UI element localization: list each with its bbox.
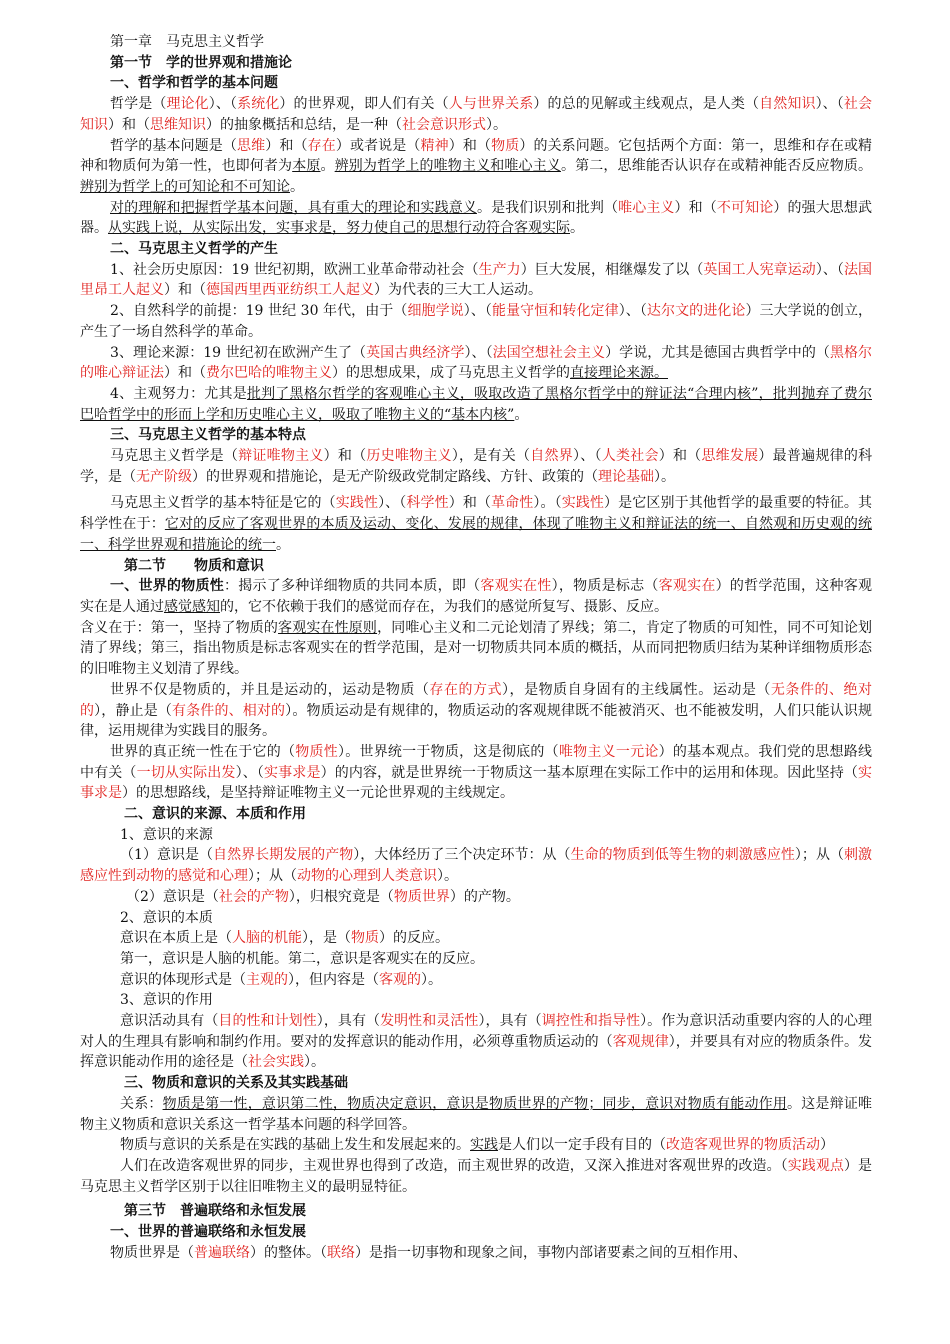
paragraph <box>80 446 872 487</box>
text-run: 物质与意识的关系是在实践的基础上发生和发展起来的。 <box>120 1137 470 1154</box>
text-run: 第一，意识是人脑的机能。第二，意识是客观实在的反应。 <box>120 950 484 967</box>
text-run: （1）意识是（ <box>120 847 214 864</box>
answer-text: 黑格尔的唯心辩证法 <box>80 344 873 382</box>
answer-text: 达尔文的进化论 <box>646 303 746 320</box>
text-run: ）的反应。 <box>379 930 449 947</box>
text-run: ），归根究竟是（ <box>288 888 394 905</box>
answer-text: 思维 <box>237 137 266 154</box>
answer-text: 系统化 <box>237 96 280 113</box>
answer-text: 人类社会 <box>601 448 659 465</box>
text-run: ）或者说是（ <box>335 137 421 154</box>
text-run: ）是马克思主义哲学区别于以往旧唯物主义的最明显特征。 <box>80 1157 873 1195</box>
text-run: 一、世界的物质性 <box>110 578 224 595</box>
text-run: 。 <box>320 158 335 175</box>
answer-text: 德国西里西亚纺织工人起义 <box>206 282 374 299</box>
answer-text: 革命性 <box>491 495 534 512</box>
text-run: ）、（ <box>815 96 844 113</box>
subheading: 2、意识的本质 <box>120 909 213 926</box>
paragraph <box>80 94 872 135</box>
answer-text: 费尔巴哈的唯物主义 <box>206 365 332 382</box>
text-run: ）的整体。（ <box>250 1244 327 1261</box>
text-run: 意识活动具有（ <box>120 1013 219 1030</box>
answer-text: 社会意识形式 <box>402 116 486 133</box>
answer-text: 存在的方式 <box>429 681 503 698</box>
text-run: （2）意识是（ <box>126 888 219 905</box>
paragraph <box>80 928 872 949</box>
text-run: ）；从（ <box>794 847 844 864</box>
heading: 一、世界的普遍联络和永恒发展 <box>110 1224 306 1241</box>
text-run: ）。作为意识活动重要内容的人的心理对人的生理具有影响和制约作用。要对的发挥意识的能动作用，必须尊重物质运动的（ <box>80 1013 873 1050</box>
text-run: ）的总的见解或主线观点，是人类（ <box>533 96 760 113</box>
text-run: ，同唯心主义和二元论划清了界线；第二，肯定了物质的可知性，同不可知论划清了界线；第三，指出物质是标志客观实在的哲学范围，是对一切物质共同本质的概括，从而同把物质归结为某种详细物质形态的旧唯物主义划清了界线。 <box>80 619 873 678</box>
section-title: 第一节 学的世界观和措施论 <box>110 54 292 71</box>
answer-text: 客观实在性 <box>480 578 552 595</box>
text-run: 含义在于：第一，坚持了物质的 <box>80 619 279 636</box>
chapter-title: 第一章 马克思主义哲学 <box>110 34 264 50</box>
underlined-text: 感觉感知 <box>164 598 220 615</box>
subheading: 3、意识的作用 <box>120 992 213 1009</box>
text-run: ）的产物。 <box>449 888 520 905</box>
text-run: ）的世界观和措施论，是无产阶级政党制定路线、方针、政策的（ <box>192 468 598 485</box>
paragraph <box>80 1094 872 1135</box>
text-run: ）的抽象概括和总结，是一种（ <box>206 116 402 133</box>
answer-text: 英国工人宪章运动 <box>703 261 816 278</box>
text-run: ）和（ <box>658 448 702 465</box>
answer-text: 细胞学说 <box>407 303 464 320</box>
text-run: 。 <box>290 178 304 195</box>
text-run: ）的思想成果，成了马克思主义哲学的 <box>332 365 570 382</box>
text-run: ）和（ <box>164 365 206 382</box>
text-run: ）的哲学范围，这种客观实在是人通过 <box>80 578 873 615</box>
answer-text: 有条件的、相对的 <box>172 702 286 719</box>
answer-text: 存在 <box>307 137 336 154</box>
text-run: ）。 <box>654 468 675 485</box>
text-run: ），是（ <box>302 930 351 947</box>
answer-text: 辩证唯物主义 <box>238 448 324 465</box>
text-run: ）和（ <box>265 137 308 154</box>
underlined-text: 物质是第一性，意识第二性，物质决定意识，意识是物质世界的产物；同步，意识对物质有能动作用 <box>162 1095 788 1112</box>
text-run: ）、（ <box>208 96 238 113</box>
text-run: ），并要具有对应的物质条件。发挥意识能动作用的途径是（ <box>80 1033 873 1071</box>
text-run: ）。 <box>421 971 442 988</box>
paragraph <box>80 887 872 908</box>
text-run: ）、（ <box>815 261 844 278</box>
answer-text: 英国古典经济学 <box>366 344 465 361</box>
answer-text: 普遍联络 <box>194 1244 250 1261</box>
paragraph <box>80 493 872 555</box>
text-run: ）的关系问题。它包括两个方面：第一，思维和存在或精神和物质何为第一性，也即何者为 <box>80 137 873 175</box>
answer-text: 动物的心理到人类意识 <box>297 868 437 885</box>
text-run: ）是指一切事物和现象之间，事物内部诸要素之间的互相作用、 <box>355 1244 747 1261</box>
underlined-text: 批判了黑格尔哲学的客观唯心主义，吸取改造了黑格尔哲学中的辩证法“合理内核”，批判抛弃了费尔巴哈哲学中的形而上学和历史唯心主义，吸取了唯物主义的“基本内核” <box>80 385 872 423</box>
text-run: 世界不仅是物质的，并且是运动的，运动是物质（ <box>110 681 430 698</box>
text-run: 。 <box>514 406 529 423</box>
underlined-text: 对的理解和把握哲学基本问题，具有重大的理论和实践意义 <box>110 199 477 216</box>
text-run: ），是物质自身固有的主线属性。运动是（ <box>502 681 771 698</box>
answer-text: 自然知识 <box>759 96 816 113</box>
underlined-text: 客观实在性原则 <box>278 619 378 636</box>
paragraph <box>80 260 872 301</box>
heading: 三、物质和意识的关系及其实践基础 <box>124 1075 348 1092</box>
paragraph <box>80 384 872 425</box>
underlined-text: 辨别为哲学上的唯物主义和唯心主义 <box>334 158 561 175</box>
section-title: 第二节 物质和意识 <box>124 557 264 574</box>
text-run: ）和（ <box>674 199 717 216</box>
paragraph <box>80 1243 872 1264</box>
text-run: ：揭示了多种详细物质的共同本质，即（ <box>223 578 481 595</box>
answer-text: 能量守恒和转化定律 <box>492 303 619 320</box>
text-run: 物质世界是（ <box>110 1244 194 1261</box>
text-run: ）。世界统一于物质，这是彻底的（ <box>337 743 559 760</box>
answer-text: 主观的 <box>246 971 288 988</box>
text-run: ）、（ <box>618 303 647 320</box>
text-run: ）。 <box>486 116 507 133</box>
text-run: 人们在改造客观世界的同步，主观世界也得到了改造，而主观世界的改造，又深入推进对客观世界的改造。（ <box>120 1157 788 1174</box>
answer-text: 社会的产物 <box>218 888 289 905</box>
text-run: 关系： <box>120 1095 163 1112</box>
text-run: 意识的体现形式是（ <box>120 971 246 988</box>
paragraph <box>80 949 872 970</box>
answer-text: 调控性和指导性 <box>541 1013 641 1030</box>
text-run: 1、社会历史原因：19 世纪初期，欧洲工业革命带动社会（ <box>110 261 479 278</box>
answer-text: 改造客观世界的物质活动 <box>666 1137 820 1154</box>
text-run: ）和（ <box>323 448 367 465</box>
answer-text: 思维发展 <box>701 448 759 465</box>
paragraph <box>80 970 872 991</box>
text-run: 。 <box>276 536 290 553</box>
underlined-text: 从实践上说，从实际出发，实事求是，努力使自己的思想行动符合客观实际 <box>108 220 570 237</box>
answer-text: 不可知论 <box>716 199 774 216</box>
text-run: 的，它不依赖于我们的感觉而存在，为我们的感觉所复写、摄影、反应。 <box>220 598 668 615</box>
answer-text: 客观规律 <box>612 1033 669 1050</box>
heading: 二、马克思主义哲学的产生 <box>110 241 278 258</box>
answer-text: 唯心主义 <box>618 199 675 216</box>
heading: 三、马克思主义哲学的基本特点 <box>110 427 306 444</box>
paragraph <box>80 301 872 342</box>
text-run: ）。 <box>437 868 458 885</box>
text-run: ），具有（ <box>478 1013 542 1030</box>
text-run: 。 <box>570 220 584 237</box>
heading: 二、意识的来源、本质和作用 <box>124 806 306 823</box>
text-run: ）学说，尤其是德国古典哲学中的（ <box>605 344 830 361</box>
section-title: 第三节 普遍联络和永恒发展 <box>124 1203 306 1220</box>
answer-text: 理论基础 <box>598 468 654 485</box>
text-run: ）、（ <box>235 764 265 781</box>
text-run: 。第二，思维能否认识存在或精神能否反应物质。 <box>560 158 873 175</box>
paragraph <box>80 1156 872 1197</box>
answer-text: 实事求是 <box>80 764 873 802</box>
text-run: ）为代表的三大工人运动。 <box>374 282 542 299</box>
text-run: ）的基本观点。我们党的思想路线中有关（ <box>80 743 873 781</box>
paragraph <box>80 618 872 680</box>
answer-text: 实践观点 <box>787 1157 844 1174</box>
paragraph <box>80 1135 872 1156</box>
text-run: ）、（ <box>573 448 602 465</box>
answer-text: 思维知识 <box>150 116 206 133</box>
answer-text: 历史唯物主义 <box>366 448 452 465</box>
text-run: ）三大学说的创立，产生了一场自然科学的革命。 <box>80 303 873 340</box>
answer-text: 法国空想社会主义 <box>492 344 606 361</box>
subheading: 1、意识的来源 <box>120 826 213 843</box>
text-run: 马克思主义哲学的基本特征是它的（ <box>110 495 336 512</box>
answer-text: 物质 <box>351 930 379 947</box>
paragraph <box>80 1011 872 1073</box>
underlined-text: 辨别为哲学上的可知论和不可知论 <box>80 178 290 195</box>
answer-text: 发明性和灵活性 <box>380 1013 479 1030</box>
text-run: 哲学的基本问题是（ <box>110 137 238 154</box>
paragraph <box>80 198 872 239</box>
answer-text: 客观实在 <box>658 578 716 595</box>
paragraph <box>80 136 872 198</box>
text-run: ）和（ <box>164 282 206 299</box>
text-run: ）、（ <box>463 303 493 320</box>
text-run: ）的内容，就是世界统一于物质这一基本原理在实际工作中的运用和体现。因此坚持（ <box>320 764 859 781</box>
text-run: ）和（ <box>448 137 492 154</box>
answer-text: 物质性 <box>295 743 338 760</box>
text-run: ）、（ <box>378 495 407 512</box>
paragraph <box>80 576 872 617</box>
answer-text: 人与世界关系 <box>448 96 534 113</box>
paragraph <box>80 343 872 384</box>
text-run: 2、自然科学的前提：19 世纪 30 年代，由于（ <box>110 303 408 320</box>
text-run: 4、主观努力：尤其是 <box>110 385 247 402</box>
answer-text: 社会实践 <box>248 1054 304 1071</box>
text-run: 哲学是（ <box>110 96 167 113</box>
text-run: ）、（ <box>464 344 493 361</box>
text-run: 马克思主义哲学是（ <box>110 448 239 465</box>
text-run: ）和（ <box>108 116 150 133</box>
answer-text: 物质世界 <box>393 888 450 905</box>
answer-text: 联络 <box>327 1244 355 1261</box>
text-run: ）的思想路线，是坚持辩证唯物主义一元论世界观的主线规定。 <box>122 785 514 802</box>
text-run: ）。（ <box>533 495 562 512</box>
answer-text: 理论化 <box>166 96 209 113</box>
answer-text: 实践性 <box>561 495 605 512</box>
underlined-text: 本原 <box>292 158 321 175</box>
text-run: ）的世界观，即人们有关（ <box>279 96 449 113</box>
answer-text: 无条件的、绝对的 <box>80 681 873 719</box>
underlined-text: 实践 <box>470 1137 498 1154</box>
text-run: ）的强大思想武器。 <box>80 199 873 237</box>
text-run: ），静止是（ <box>94 702 173 719</box>
answer-text: 实事求是 <box>264 764 321 781</box>
text-run: ）最普遍规律的科学，是（ <box>80 448 873 485</box>
answer-text: 一切从实际出发 <box>136 764 236 781</box>
answer-text: 目的性和计划性 <box>218 1013 317 1030</box>
answer-text: 唯物主义一元论 <box>558 743 659 760</box>
text-run: ）。物质运动是有规律的，物质运动的客观规律既不能被消灭、也不能被发明，人们只能认识规律，运用规律为实践目的服务。 <box>80 702 873 740</box>
answer-text: 生命的物质到低等生物的刺激感应性 <box>570 847 795 864</box>
text-run: ），是有关（ <box>451 448 531 465</box>
text-run: ），具有（ <box>316 1013 381 1030</box>
heading: 一、哲学和哲学的基本问题 <box>110 75 278 92</box>
underlined-text: 它对的反应了客观世界的本质及运动、变化、发展的规律，体现了唯物主义和辩证法的统一、自然观和历史观的统一、科学世界观和措施论的统一 <box>80 516 872 553</box>
answer-text: 实践性 <box>335 495 379 512</box>
text-run: 。这是辩证唯物主义物质和意识关系这一哲学基本问题的科学回答。 <box>80 1095 873 1133</box>
text-run: 是人们以一定手段有目的（ <box>498 1137 666 1154</box>
answer-text: 刺激感应性到动物的感觉和心理 <box>80 847 873 885</box>
text-run: ） <box>820 1137 834 1154</box>
text-run: ）是它区别于其他哲学的最重要的特征。其科学性在于： <box>80 495 873 533</box>
text-run: ），但内容是（ <box>288 971 379 988</box>
text-run: ）。 <box>304 1054 325 1071</box>
text-run: 意识在本质上是（ <box>120 930 232 947</box>
answer-text: 无产阶级 <box>136 468 192 485</box>
answer-text: 法国里昂工人起义 <box>80 261 873 299</box>
text-run: 世界的真正统一性在于它的（ <box>110 743 296 760</box>
answer-text: 精神 <box>420 137 449 154</box>
text-run: ），大体经历了三个决定环节：从（ <box>353 847 571 864</box>
text-run: ），物质是标志（ <box>551 578 659 595</box>
text-run: 。是我们识别和批判（ <box>476 199 619 216</box>
text-run: 3、理论来源：19 世纪初在欧洲产生了（ <box>110 344 367 361</box>
answer-text: 科学性 <box>406 495 449 512</box>
answer-text: 人脑的机能 <box>232 930 302 947</box>
paragraph <box>80 742 872 804</box>
text-run: ）巨大发展，相继爆发了以（ <box>520 261 704 278</box>
answer-text: 自然界 <box>530 448 573 465</box>
underlined-text: 直接理论来源。 <box>570 365 668 382</box>
text-run: ）和（ <box>448 495 492 512</box>
answer-text: 自然界长期发展的产物 <box>213 847 354 864</box>
text-run: ）；从（ <box>248 868 297 885</box>
answer-text: 物质 <box>491 137 520 154</box>
answer-text: 客观的 <box>379 971 421 988</box>
answer-text: 生产力 <box>478 261 521 278</box>
answer-text: 社会知识 <box>80 96 873 133</box>
paragraph <box>80 845 872 886</box>
paragraph <box>80 680 872 742</box>
